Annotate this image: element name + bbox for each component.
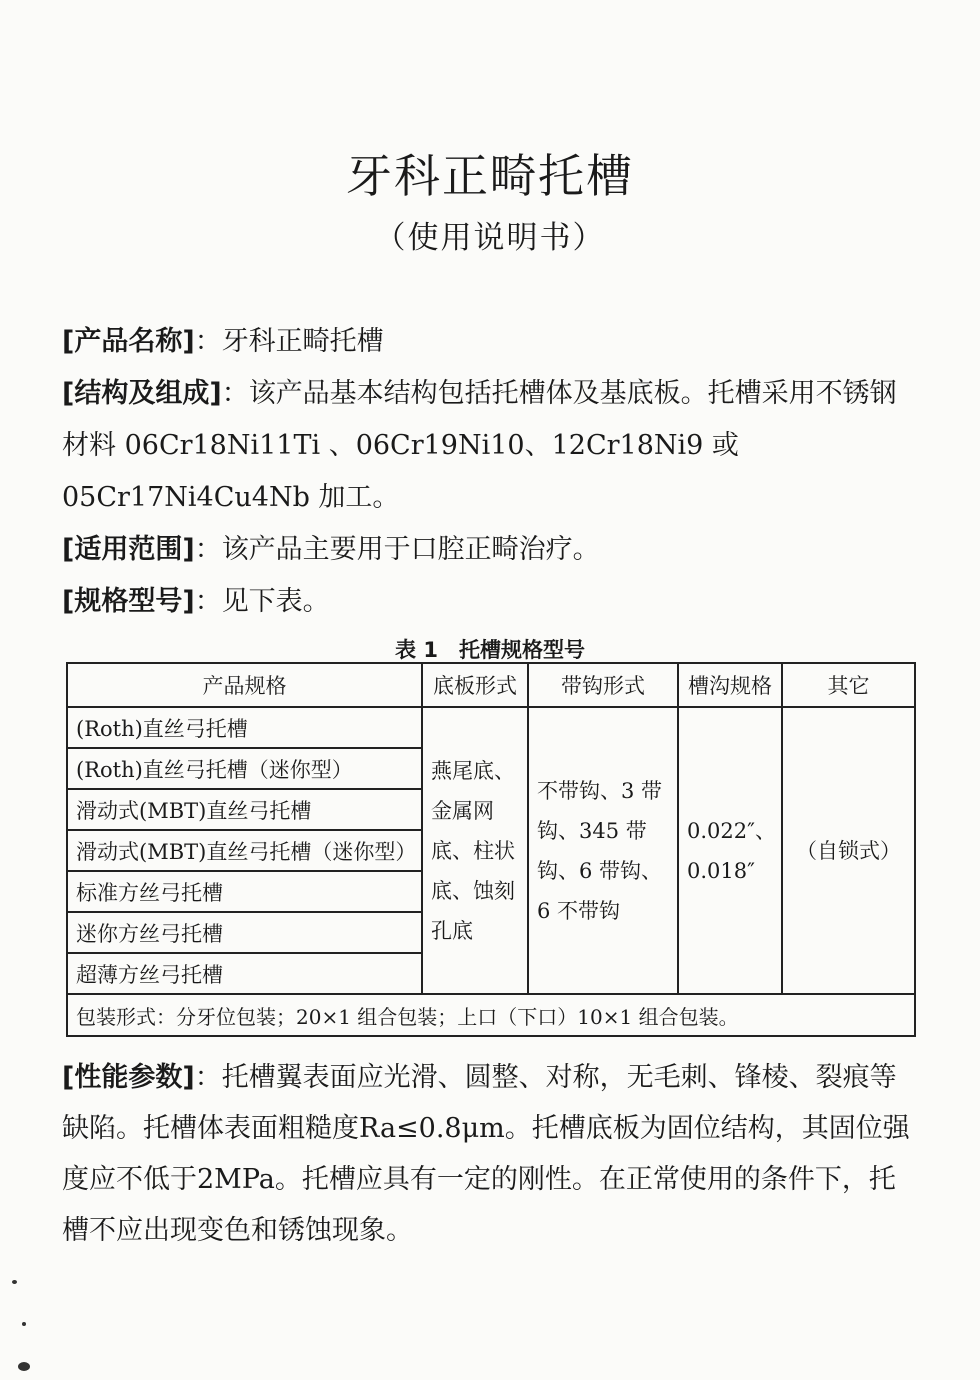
section-text: 托槽翼表面应光滑、圆整、对称，无毛刺、锋棱、裂痕等缺陷。托槽体表面粗糙度Ra≤0.8μm。托槽底板为固位结构，其固位强度应不低于2MPa。托槽应具有一定的刚性。在正常使用的条件下，托槽不应出现变色和锈蚀现象。 <box>62 1062 910 1246</box>
product-spec-cell: (Roth)直丝弓托槽 <box>67 707 422 748</box>
spec-table <box>66 662 916 1037</box>
section-label: [性能参数] <box>62 1062 195 1093</box>
section-label: [规格型号] <box>62 586 195 617</box>
product-spec-cell: 滑动式(MBT)直丝弓托槽 <box>67 789 422 830</box>
paper-speck <box>12 1280 17 1284</box>
section-text: 见下表。 <box>221 586 330 617</box>
packaging-cell: 包装形式：分牙位包装；20×1 组合包装；上口（下口）10×1 组合包装。 <box>67 994 915 1036</box>
section-separator: ： <box>194 586 222 617</box>
product-spec-cell: 迷你方丝弓托槽 <box>67 912 422 953</box>
table-row <box>67 707 915 748</box>
table-packaging-row <box>67 994 915 1036</box>
section-label: [结构及组成] <box>62 378 222 409</box>
table-caption: 表 1 托槽规格型号 <box>395 638 585 662</box>
section-text: 牙科正畸托槽 <box>221 326 384 357</box>
document-subtitle: （使用说明书） <box>374 220 606 256</box>
section-spec <box>62 576 917 628</box>
other-cell: （自锁式） <box>782 707 915 994</box>
section-separator: ： <box>221 378 249 409</box>
section-separator: ： <box>194 534 222 565</box>
paper-speck <box>22 1322 26 1326</box>
product-spec-cell: (Roth)直丝弓托槽（迷你型） <box>67 748 422 789</box>
base-form-cell: 燕尾底、金属网底、柱状底、蚀刻孔底 <box>422 707 528 994</box>
section-structure <box>62 368 917 524</box>
product-spec-cell: 超薄方丝弓托槽 <box>67 953 422 994</box>
section-product-name <box>62 316 917 368</box>
product-spec-cell: 标准方丝弓托槽 <box>67 871 422 912</box>
section-separator: ： <box>194 326 222 357</box>
header-hook-form: 带钩形式 <box>528 663 678 707</box>
header-product-spec: 产品规格 <box>67 663 422 707</box>
section-label: [适用范围] <box>62 534 195 565</box>
section-text: 该产品主要用于口腔正畸治疗。 <box>221 534 600 565</box>
section-separator: ： <box>194 1062 222 1093</box>
document-title: 牙科正畸托槽 <box>346 149 634 203</box>
slot-spec-cell: 0.022″、0.018″ <box>678 707 782 994</box>
paper-speck <box>18 1362 30 1371</box>
section-performance <box>62 1052 917 1256</box>
hook-form-cell: 不带钩、3 带钩、345 带钩、6 带钩、6 不带钩 <box>528 707 678 994</box>
table-header-row <box>67 663 915 707</box>
section-scope <box>62 524 917 576</box>
product-spec-cell: 滑动式(MBT)直丝弓托槽（迷你型） <box>67 830 422 871</box>
section-text: 该产品基本结构包括托槽体及基底板。托槽采用不锈钢材料 06Cr18Ni11Ti 、06Cr19Ni10、12Cr18Ni9 或 05Cr17Ni4Cu4Nb 加工。 <box>62 378 897 513</box>
header-base-form: 底板形式 <box>422 663 528 707</box>
section-label: [产品名称] <box>62 326 195 357</box>
header-other: 其它 <box>782 663 915 707</box>
header-slot-spec: 槽沟规格 <box>678 663 782 707</box>
